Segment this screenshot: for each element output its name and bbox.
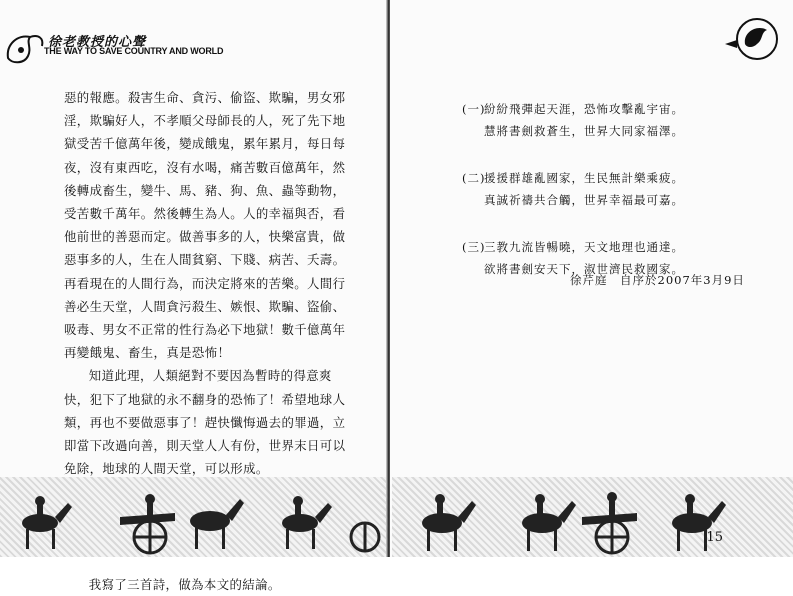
header-brand	[4, 28, 254, 68]
illustration-border-left	[0, 477, 386, 557]
poem-line: 援援群雄亂國家，生民無計樂乘疲。	[484, 171, 684, 185]
brand-title: 徐老教授的心聲	[48, 35, 147, 50]
poem-number: (三)	[462, 240, 486, 254]
page-number: 15	[706, 530, 723, 545]
brand-subtitle: THE WAY TO SAVE COUNTRY AND WORLD	[44, 46, 224, 56]
paragraph: 惡的報應。殺害生命、貪污、偷盜、欺騙，男女邪淫，欺騙好人，不孝順父母師長的人，死了先下地獄受苦千億萬年後，變成餓鬼，累年累月，每日每夜，沒有東西吃，沒有水喝，痛苦數百億萬年，然後轉成畜生，變牛、馬、豬、狗、魚、蟲等動物，受苦數千萬年。然後轉生為人。人的幸福與否，看他前世的善惡而定。做善事多的人，快樂富貴，做惡事多的人，生在人間貧窮、下賤、病苦、夭壽。再看現在的人間行為，而決定將來的苦樂。人間行善必生天堂，人間貪污殺生、嫉恨、欺騙、盜偷、吸毒、男女不正常的性行為必下地獄！數千億萬年再變餓鬼、畜生，真是恐怖！	[64, 90, 346, 361]
paragraph: 知道此理，人類絕對不要因為暫時的得意爽快，犯下了地獄的永不翻身的恐怖了！希望地球人類，再也不要做惡事了！趕快懺悔過去的罪過，立即當下改過向善，則天堂人人有份，世界末日可以免除，地球的人間天堂，可以形成。	[64, 368, 346, 477]
poem-line: 慧將書劍救蒼生，世昇大同家福澤。	[484, 124, 684, 138]
poem-line: 紛紛飛彈起天涯，恐怖攻擊亂宇宙。	[484, 102, 684, 116]
poem-number: (一)	[462, 102, 486, 116]
poem-number: (二)	[462, 171, 486, 185]
poem-line: 欲將書劍安天下，淑世濟民救國家。	[484, 262, 684, 276]
poem-line: 真誠祈禱共合觸，世昇幸福最可嘉。	[484, 193, 684, 207]
poem	[462, 167, 742, 211]
poem-line: 三教九流皆暢曉，天文地理也通達。	[484, 240, 684, 254]
illustration-border-right	[392, 477, 793, 557]
horse-chariot-frieze-icon	[0, 477, 386, 557]
paragraph: 我寫了三首詩，做為本文的結論。	[88, 577, 281, 593]
dragon-emblem-icon	[723, 14, 783, 64]
author-signature: 徐芹庭 自序於2007年3月9日	[570, 273, 745, 287]
left-page	[0, 0, 388, 593]
horse-rider-frieze-icon	[392, 477, 793, 557]
poem	[462, 98, 742, 142]
